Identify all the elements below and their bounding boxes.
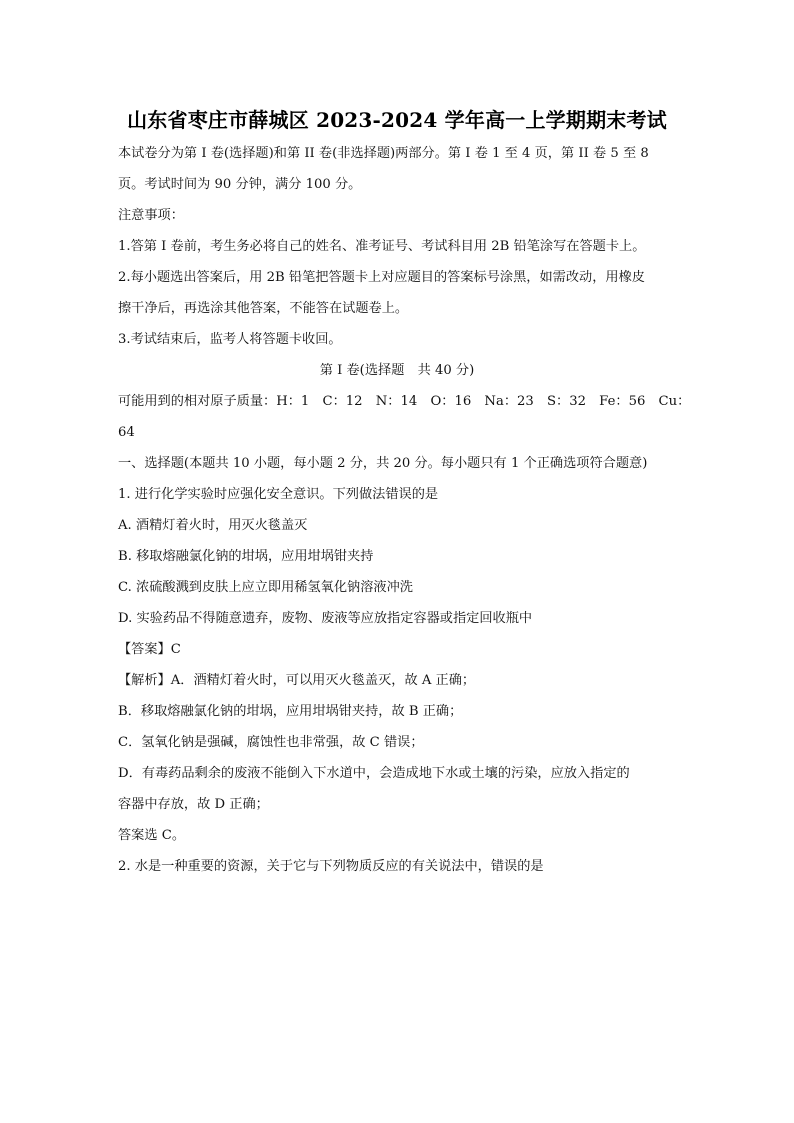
notes-heading: 注意事项： — [118, 208, 184, 223]
question-1-analysis-c: C．氢氧化钠是强碱，腐蚀性也非常强，故 C 错误； — [118, 735, 424, 750]
question-1-option-c: C. 浓硫酸溅到皮肤上应立即用稀氢氧化钠溶液冲洗 — [118, 580, 413, 595]
note-2-line-2: 擦干净后，再选涂其他答案，不能答在试题卷上。 — [118, 301, 409, 316]
section-title: 第 I 卷(选择题 共 40 分) — [319, 363, 475, 378]
question-1-option-d: D. 实验药品不得随意遗弃，废物、废液等应放指定容器或指定回收瓶中 — [118, 611, 533, 626]
question-1-option-a: A. 酒精灯着火时，用灭火毯盖灭 — [118, 518, 308, 533]
note-3: 3.考试结束后，监考人将答题卡收回。 — [118, 332, 342, 347]
question-1-analysis-d-line-2: 容器中存放，故 D 正确； — [118, 797, 269, 812]
question-1-stem: 1. 进行化学实验时应强化安全意识。下列做法错误的是 — [118, 487, 439, 502]
intro-line-2: 页。考试时间为 90 分钟，满分 100 分。 — [118, 177, 362, 192]
question-1-conclusion: 答案选 C。 — [118, 828, 186, 843]
atomic-mass-line-1: 可能用到的相对原子质量：H：1 C：12 N：14 O：16 Na：23 S：32 Fe：56 Cu： — [118, 394, 691, 409]
atomic-mass-line-2: 64 — [118, 425, 135, 440]
note-2-line-1: 2.每小题选出答案后，用 2B 铅笔把答题卡上对应题目的答案标号涂黑，如需改动，用橡皮 — [118, 270, 645, 285]
intro-line-1: 本试卷分为第 I 卷(选择题)和第 II 卷(非选择题)两部分。第 I 卷 1 至 4 页，第 II 卷 5 至 8 — [118, 146, 649, 161]
question-1-analysis-d-line-1: D．有毒药品剩余的废液不能倒入下水道中，会造成地下水或土壤的污染，应放入指定的 — [118, 766, 630, 781]
document-title: 山东省枣庄市薛城区 2023-2024 学年高一上学期期末考试 — [127, 108, 667, 132]
part-1-heading: 一、选择题(本题共 10 小题，每小题 2 分，共 20 分。每小题只有 1 个正确选项符合题意) — [118, 456, 648, 471]
note-1: 1.答第 I 卷前，考生务必将自己的姓名、准考证号、考试科目用 2B 铅笔涂写在答题卡上。 — [118, 239, 646, 254]
question-1-answer: 【答案】C — [118, 642, 181, 657]
question-1-analysis-a: 【解析】A．酒精灯着火时，可以用灭火毯盖灭，故 A 正确； — [118, 673, 476, 688]
question-1-option-b: B. 移取熔融氯化钠的坩埚，应用坩埚钳夹持 — [118, 549, 374, 564]
question-1-analysis-b: B．移取熔融氯化钠的坩埚，应用坩埚钳夹持，故 B 正确； — [118, 704, 463, 719]
question-2-stem: 2. 水是一种重要的资源，关于它与下列物质反应的有关说法中，错误的是 — [118, 859, 544, 874]
